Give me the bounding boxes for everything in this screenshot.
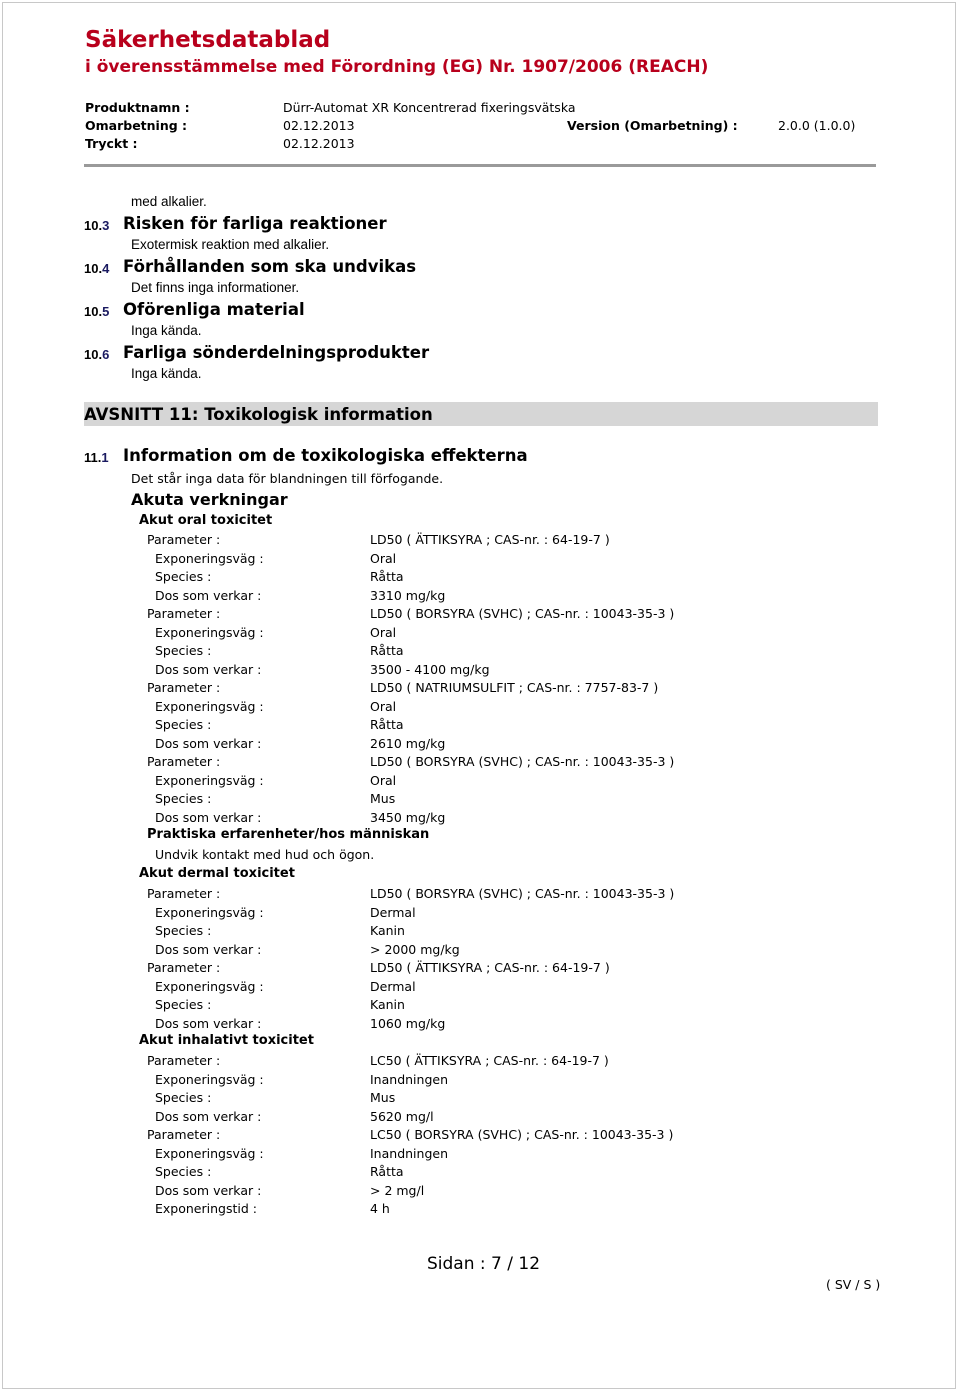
parameter-label: Parameter : (147, 1053, 221, 1068)
effective-dose-label: Dos som verkar : (155, 1108, 262, 1124)
parameter-label: Parameter : (147, 1127, 221, 1142)
inhalation-toxicity-heading: Akut inhalativt toxicitet (139, 1033, 314, 1048)
species-label: Species : (155, 569, 212, 584)
species-value: Mus (370, 1090, 396, 1105)
exposure-route-label: Exponeringsväg : (155, 772, 264, 788)
effective-dose-value: 3450 mg/kg (370, 809, 446, 825)
species-label: Species : (155, 923, 212, 938)
parameter-label: Parameter : (147, 532, 221, 547)
subsection-text: Inga kända. (131, 323, 202, 338)
subsection-title: Förhållanden som ska undvikas (123, 257, 417, 276)
effective-dose-label: Dos som verkar : (155, 587, 262, 603)
parameter-value: LC50 ( ÄTTIKSYRA ; CAS-nr. : 64-19-7 ) (370, 1053, 609, 1068)
product-label: Produktnamn : (85, 100, 190, 115)
parameter-label: Parameter : (147, 754, 221, 769)
species-label: Species : (155, 997, 212, 1012)
exposure-route-value: Oral (370, 772, 397, 788)
exposure-time-value: 4 h (370, 1201, 390, 1216)
page-number: Sidan : 7 / 12 (427, 1254, 541, 1274)
parameter-value: LD50 ( ÄTTIKSYRA ; CAS-nr. : 64-19-7 ) (370, 960, 610, 975)
language-code: ( SV / S ) (826, 1277, 881, 1292)
subsection-text: Det står inga data för blandningen till förfogande. (131, 471, 444, 486)
revision-value: 02.12.2013 (283, 118, 355, 133)
exposure-route-label: Exponeringsväg : (155, 624, 264, 640)
species-value: Kanin (370, 923, 405, 938)
exposure-route-label: Exponeringsväg : (155, 698, 264, 714)
exposure-route-value: Dermal (370, 904, 416, 920)
exposure-route-label: Exponeringsväg : (155, 1145, 264, 1161)
species-value: Råtta (370, 643, 404, 658)
subsection-text: Det finns inga informationer. (131, 280, 300, 295)
effective-dose-label: Dos som verkar : (155, 941, 262, 957)
section-11-heading-bar (84, 402, 878, 426)
parameter-value: LD50 ( NATRIUMSULFIT ; CAS-nr. : 7757-83-7 ) (370, 680, 659, 695)
species-value: Råtta (370, 717, 404, 732)
parameter-label: Parameter : (147, 886, 221, 901)
exposure-route-value: Oral (370, 550, 397, 566)
subsection-text: Exotermisk reaktion med alkalier. (131, 237, 330, 252)
parameter-value: LD50 ( BORSYRA (SVHC) ; CAS-nr. : 10043-35-3 ) (370, 754, 675, 769)
revision-label: Omarbetning : (85, 118, 188, 133)
parameter-value: LD50 ( BORSYRA (SVHC) ; CAS-nr. : 10043-35-3 ) (370, 886, 675, 901)
header-divider (84, 164, 876, 167)
exposure-route-value: Oral (370, 698, 397, 714)
parameter-label: Parameter : (147, 680, 221, 695)
species-label: Species : (155, 643, 212, 658)
exposure-route-label: Exponeringsväg : (155, 904, 264, 920)
section-11-heading: AVSNITT 11: Toxikologisk information (84, 405, 433, 424)
species-label: Species : (155, 791, 212, 806)
oral-toxicity-heading: Akut oral toxicitet (139, 513, 273, 528)
exposure-route-value: Dermal (370, 978, 416, 994)
exposure-route-value: Inandningen (370, 1145, 448, 1161)
effective-dose-value: 1060 mg/kg (370, 1015, 446, 1031)
subsection-number: 10.3 (84, 218, 110, 233)
subsection-title: Information om de toxikologiska effekterna (123, 446, 528, 465)
subsection-text: Inga kända. (131, 366, 202, 381)
effective-dose-label: Dos som verkar : (155, 809, 262, 825)
effective-dose-value: 3310 mg/kg (370, 587, 446, 603)
subsection-title: Risken för farliga reaktioner (123, 214, 387, 233)
acute-effects-heading: Akuta verkningar (131, 490, 288, 509)
species-value: Kanin (370, 997, 405, 1012)
effective-dose-value: 3500 - 4100 mg/kg (370, 661, 490, 677)
subsection-title: Farliga sönderdelningsprodukter (123, 343, 430, 362)
subsection-number: 11.1 (84, 450, 109, 465)
printed-value: 02.12.2013 (283, 136, 355, 151)
exposure-time-label: Exponeringstid : (155, 1201, 257, 1216)
species-value: Mus (370, 791, 396, 806)
species-label: Species : (155, 1090, 212, 1105)
parameter-label: Parameter : (147, 960, 221, 975)
subsection-number: 10.6 (84, 347, 110, 362)
exposure-route-label: Exponeringsväg : (155, 978, 264, 994)
species-value: Råtta (370, 569, 404, 584)
dermal-toxicity-heading: Akut dermal toxicitet (139, 866, 295, 881)
document-page (2, 2, 956, 1389)
effective-dose-label: Dos som verkar : (155, 661, 262, 677)
effective-dose-label: Dos som verkar : (155, 1182, 262, 1198)
species-label: Species : (155, 717, 212, 732)
effective-dose-value: 5620 mg/l (370, 1108, 434, 1124)
parameter-value: LD50 ( ÄTTIKSYRA ; CAS-nr. : 64-19-7 ) (370, 532, 610, 547)
intro-text: med alkalier. (131, 194, 207, 209)
exposure-route-label: Exponeringsväg : (155, 1071, 264, 1087)
version-label: Version (Omarbetning) : (567, 118, 738, 133)
parameter-value: LC50 ( BORSYRA (SVHC) ; CAS-nr. : 10043-35-3 ) (370, 1127, 674, 1142)
species-label: Species : (155, 1164, 212, 1179)
parameter-value: LD50 ( BORSYRA (SVHC) ; CAS-nr. : 10043-35-3 ) (370, 606, 675, 621)
effective-dose-label: Dos som verkar : (155, 735, 262, 751)
experience-heading: Praktiska erfarenheter/hos människan (147, 827, 430, 842)
effective-dose-value: > 2000 mg/kg (370, 941, 460, 957)
version-value: 2.0.0 (1.0.0) (778, 118, 856, 133)
effective-dose-label: Dos som verkar : (155, 1015, 262, 1031)
exposure-route-value: Inandningen (370, 1071, 448, 1087)
subsection-number: 10.5 (84, 304, 110, 319)
printed-label: Tryckt : (85, 136, 138, 151)
subsection-title: Oförenliga material (123, 300, 305, 319)
experience-text: Undvik kontakt med hud och ögon. (155, 847, 375, 862)
effective-dose-value: 2610 mg/kg (370, 735, 446, 751)
subsection-number: 10.4 (84, 261, 110, 276)
exposure-route-value: Oral (370, 624, 397, 640)
product-value: Dürr-Automat XR Koncentrerad fixeringsvätska (283, 100, 576, 115)
parameter-label: Parameter : (147, 606, 221, 621)
species-value: Råtta (370, 1164, 404, 1179)
exposure-route-label: Exponeringsväg : (155, 550, 264, 566)
document-subtitle: i överensstämmelse med Förordning (EG) Nr. 1907/2006 (REACH) (85, 57, 709, 77)
effective-dose-value: > 2 mg/l (370, 1182, 425, 1198)
document-title: Säkerhetsdatablad (85, 27, 331, 53)
